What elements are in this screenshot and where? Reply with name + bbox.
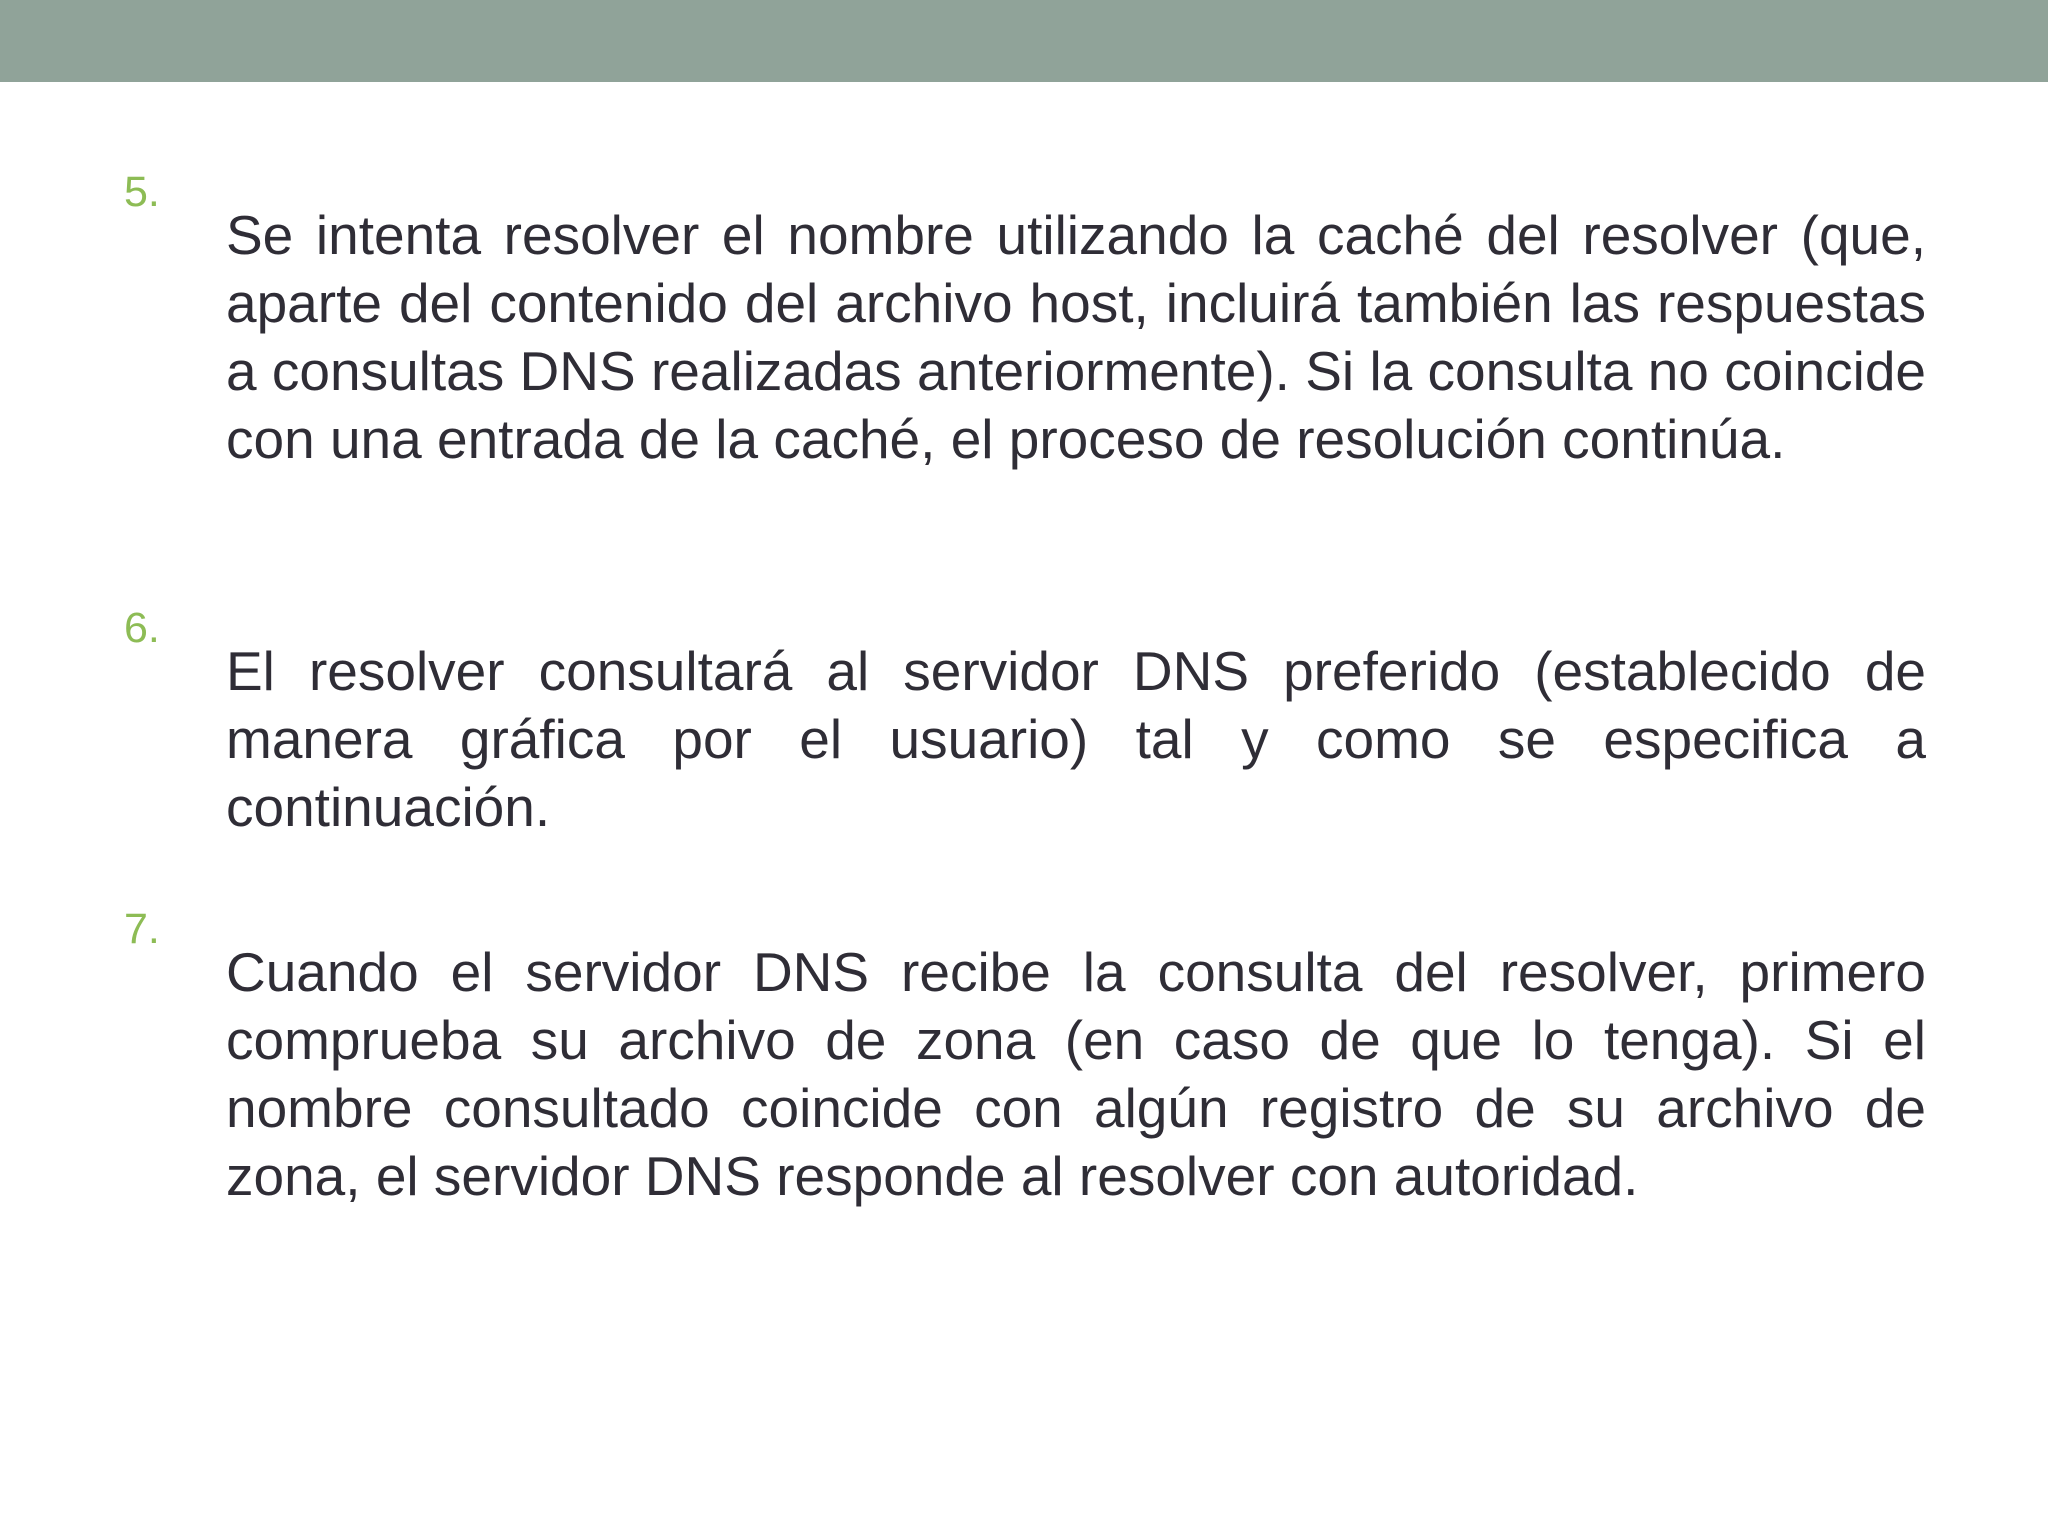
item-number-6: 6.: [124, 604, 160, 652]
item-text-6: El resolver consultará al servidor DNS preferido (establecido de manera gráfica por el usuario) tal y como se especifica a continuación.: [226, 640, 1926, 838]
item-number-7: 7.: [124, 905, 160, 953]
item-text-5: Se intenta resolver el nombre utilizando la caché del resolver (que, aparte del contenido del archivo host, incluirá también las respuestas a consultas DNS realizadas anteriormente). Si la consulta no coincide con una entrada de la caché, el proceso de resolución continúa.: [226, 204, 1926, 470]
item-text-7: Cuando el servidor DNS recibe la consulta del resolver, primero comprueba su archivo de zona (en caso de que lo tenga). Si el nombre consultado coincide con algún registro de su archivo de zona, el servidor DNS responde al resolver con autoridad.: [226, 941, 1926, 1207]
item-number-5: 5.: [124, 168, 160, 216]
